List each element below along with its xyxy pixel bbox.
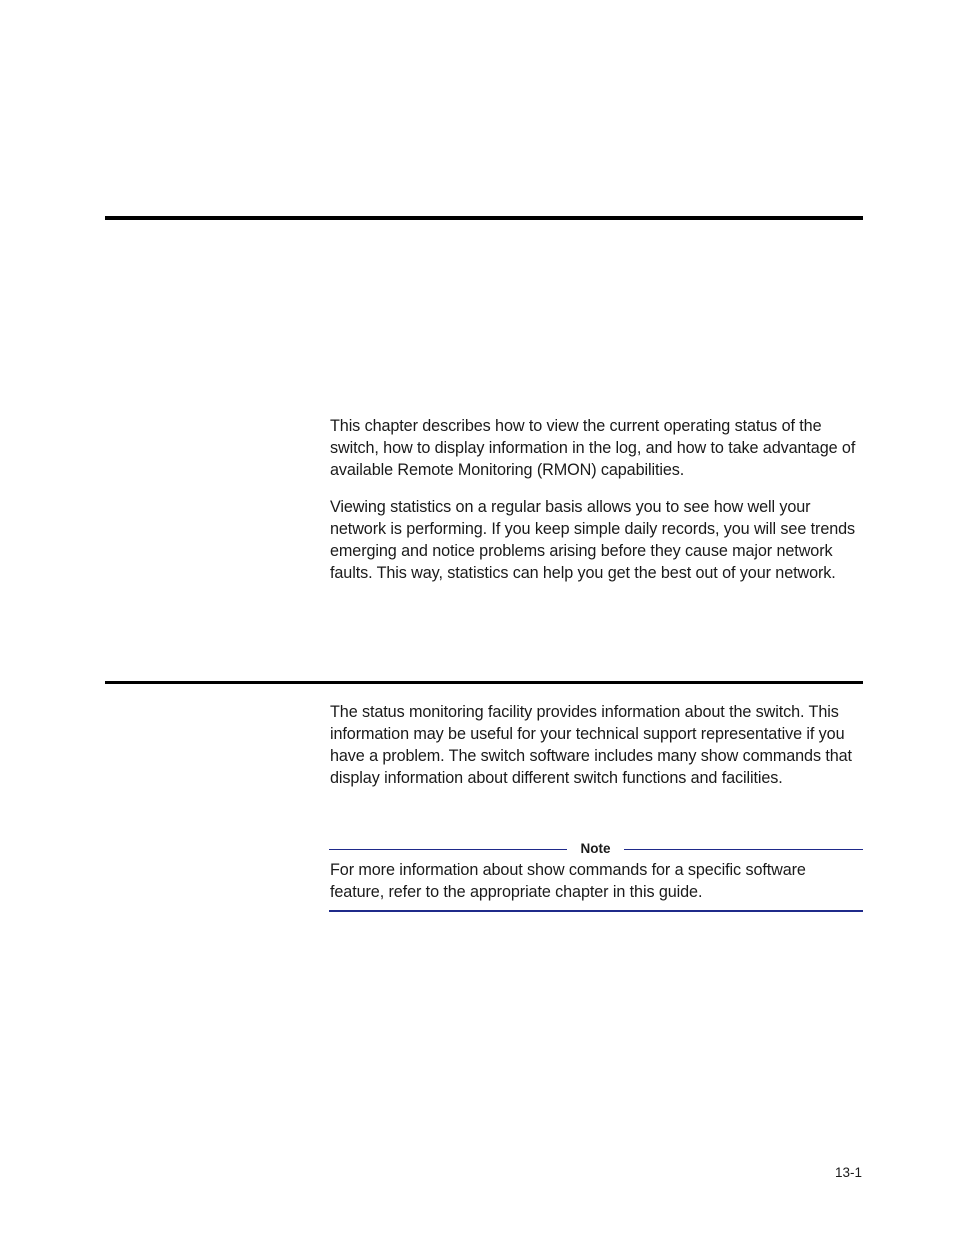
note-bottom-rule (329, 910, 863, 912)
intro-paragraph-2: Viewing statistics on a regular basis allows you to see how well your network is performing. If you keep simple daily records, you will see trends emerging and notice problems arising before they cause major network faults. This way, statistics can help you get the best out of your network. (330, 498, 856, 582)
status-monitoring-section (330, 701, 863, 789)
note-text: For more information about show commands for a specific software feature, refer to the appropriate chapter in this guide. (330, 861, 806, 901)
page-number: 13-1 (834, 1165, 862, 1180)
status-paragraph: The status monitoring facility provides information about the switch. This information may be useful for your technical support representative if you have a problem. The switch software includes many show commands that display information about different switch functions and facilities. (330, 703, 852, 787)
chapter-title-rule (105, 216, 863, 220)
note-label: Note (580, 841, 611, 856)
chapter-introduction (330, 415, 863, 584)
note-top-rule-right (624, 849, 863, 850)
note-box (329, 839, 863, 912)
intro-paragraph-1: This chapter describes how to view the current operating status of the switch, how to display information in the log, and how to take advantage of available Remote Monitoring (RMON) capabilities. (330, 417, 856, 479)
section-heading-rule (105, 681, 863, 684)
note-header (329, 839, 863, 859)
note-top-rule-left (329, 849, 567, 850)
